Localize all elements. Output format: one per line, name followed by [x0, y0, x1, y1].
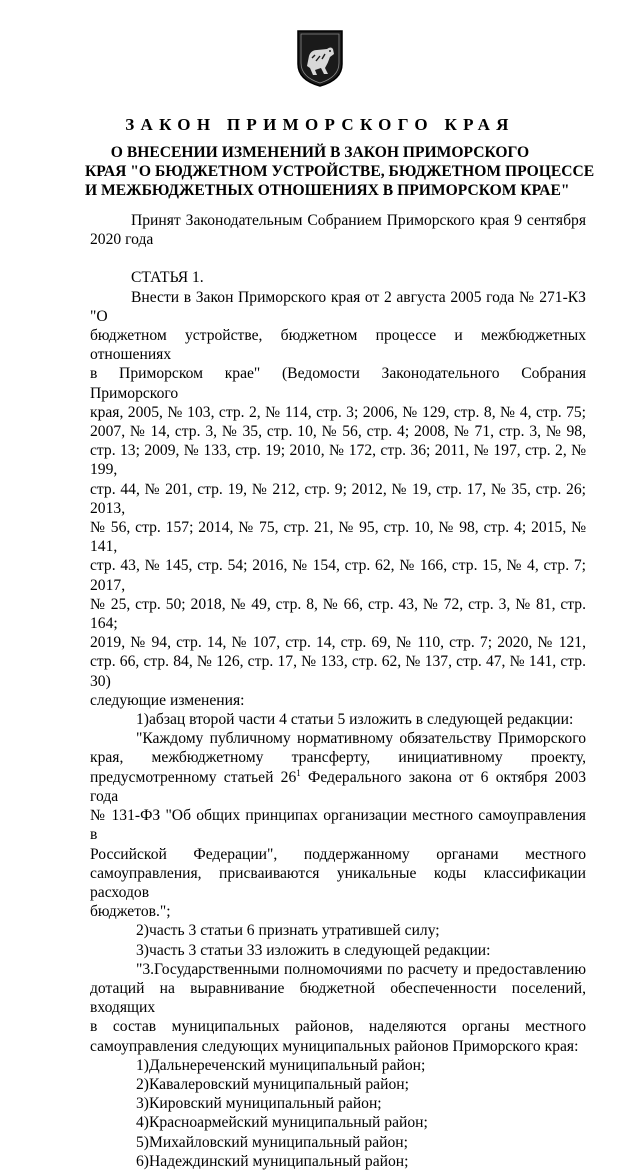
amendment-item-3: 3)часть 3 статьи 33 изложить в следующей редакции: — [136, 941, 491, 959]
subtitle-line: И МЕЖБЮДЖЕТНЫХ ОТНОШЕНИЯХ В ПРИМОРСКОМ КРАЕ" — [85, 182, 570, 200]
district-item: 4)Красноармейский муниципальный район; — [136, 1114, 428, 1132]
quote-text: предусмотренному статьей 26 — [90, 768, 297, 786]
district-item: 2)Кавалеровский муниципальный район; — [136, 1075, 409, 1093]
intro-line: 2007, № 14, стр. 3, № 35, стр. 10, № 56, стр. 4; 2008, № 71, стр. 3, № 98, — [90, 423, 586, 441]
intro-line: стр. 66, стр. 84, № 126, стр. 17, № 133, стр. 62, № 137, стр. 47, № 141, стр. 30) — [90, 653, 586, 690]
subtitle-line: КРАЯ "О БЮДЖЕТНОМ УСТРОЙСТВЕ, БЮДЖЕТНОМ ПРОЦЕССЕ — [85, 163, 595, 181]
quote-line: "3.Государственными полномочиями по расчету и предоставлению — [136, 960, 586, 978]
district-item: 3)Кировский муниципальный район; — [136, 1095, 382, 1113]
intro-line: № 56, стр. 157; 2014, № 75, стр. 21, № 95, стр. 10, № 98, стр. 4; 2015, № 141, — [90, 519, 586, 556]
quote-line: № 131-ФЗ "Об общих принципах организации местного самоуправления в — [90, 807, 586, 844]
document-body — [90, 211, 586, 1171]
intro-line: стр. 44, № 201, стр. 19, № 212, стр. 9; 2012, № 19, стр. 17, № 35, стр. 26; 2013, — [90, 480, 586, 517]
intro-line: в Приморском крае" (Ведомости Законодательного Собрания Приморского — [90, 365, 586, 402]
intro-line: стр. 43, № 145, стр. 54; 2016, № 154, стр. 62, № 166, стр. 15, № 4, стр. 7; 2017, — [90, 557, 586, 594]
law-subtitle — [85, 143, 595, 201]
quote-line: "Каждому публичному нормативному обязательству Приморского — [136, 730, 586, 748]
adopted-line: 2020 года — [90, 231, 154, 249]
quote-line: бюджетов."; — [90, 903, 171, 921]
quote-text: Федерального закона от 6 октября 2003 года — [90, 768, 586, 805]
district-item: 1)Дальнереченский муниципальный район; — [136, 1056, 426, 1074]
intro-line: бюджетном устройстве, бюджетном процессе и межбюджетных отношениях — [90, 327, 586, 364]
quote-line: края, межбюджетному трансферту, инициативному проекту, — [90, 749, 586, 767]
subtitle-line: О ВНЕСЕНИИ ИЗМЕНЕНИЙ В ЗАКОН ПРИМОРСКОГО — [110, 144, 530, 161]
adopted-line: Принят Законодательным Собранием Приморского края 9 сентября — [131, 212, 586, 229]
superscript: 1 — [296, 767, 301, 778]
quote-line: дотаций на выравнивание бюджетной обеспеченности поселений, входящих — [90, 979, 586, 1017]
intro-line: 2019, № 94, стр. 14, № 107, стр. 14, стр. 69, № 110, стр. 7; 2020, № 121, — [90, 634, 586, 652]
quote-line: Российской Федерации", поддержанному органами местного — [90, 845, 586, 863]
district-item: 5)Михайловский муниципальный район; — [136, 1133, 408, 1151]
law-title: ЗАКОН ПРИМОРСКОГО КРАЯ — [125, 115, 515, 134]
quote-line: в состав муниципальных районов, наделяются органы местного — [90, 1018, 586, 1036]
primorye-coat-of-arms-icon — [295, 28, 345, 88]
amendment-item-1: 1)абзац второй части 4 статьи 5 изложить в следующей редакции: — [136, 711, 574, 729]
intro-line: № 25, стр. 50; 2018, № 49, стр. 8, № 66, стр. 43, № 72, стр. 3, № 81, стр. 164; — [90, 595, 586, 633]
quote-line: самоуправления следующих муниципальных районов Приморского края: — [90, 1037, 579, 1055]
intro-line: следующие изменения: — [90, 691, 245, 709]
district-item: 6)Надеждинский муниципальный район; — [136, 1152, 409, 1170]
amendment-item-2: 2)часть 3 статьи 6 признать утратившей силу; — [136, 922, 440, 940]
intro-line: Внести в Закон Приморского края от 2 августа 2005 года № 271-КЗ "О — [90, 288, 586, 325]
article-heading: СТАТЬЯ 1. — [131, 269, 204, 287]
intro-line: края, 2005, № 103, стр. 2, № 114, стр. 3; 2006, № 129, стр. 8, № 4, стр. 75; — [90, 403, 586, 421]
quote-line-with-superscript — [90, 768, 586, 806]
quote-line: самоуправления, присваиваются уникальные коды классификации расходов — [90, 864, 586, 901]
intro-line: стр. 13; 2009, № 133, стр. 19; 2010, № 172, стр. 36; 2011, № 197, стр. 2, № 199, — [90, 442, 586, 479]
